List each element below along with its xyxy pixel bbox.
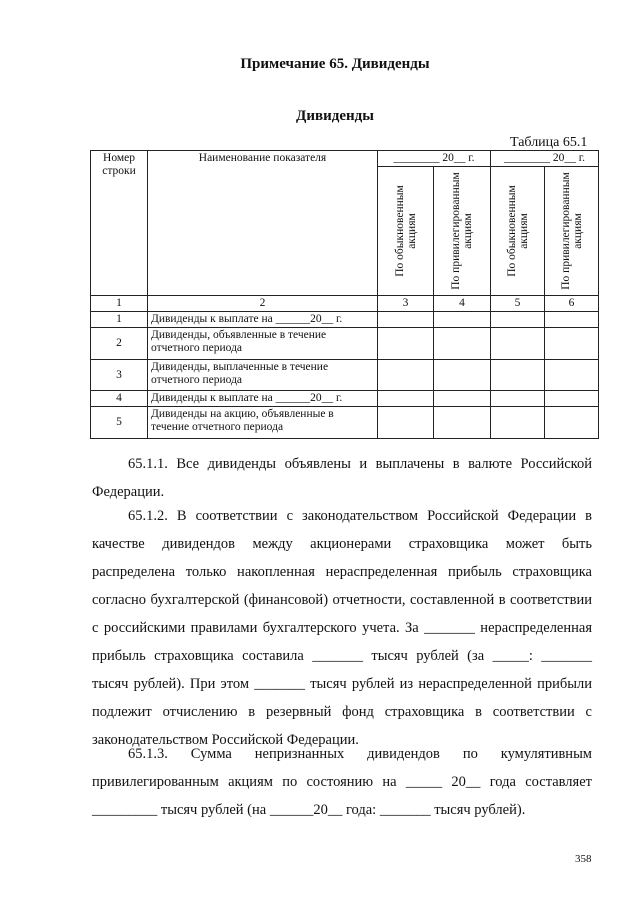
subheader-preferred-1-label: По привилегированным акциям [450, 172, 474, 290]
header-year-1: ________ 20__ г. [378, 151, 491, 167]
cell [434, 312, 491, 328]
paragraph-65-1-2: 65.1.2. В соответствии с законодательством Российской Федерации в качестве дивидендов между акционерами страховщика может быть распределена только накопленная нераспределенная прибыль страховщика согласно бухгалтерской (финансовой) отчетности, составленной в соответствии с российскими правилами бухгалтерского учета. За _______ нераспределенная прибыль страховщика составила _______ тысяч рублей (за _____: _______ тысяч рублей). При этом _______ тысяч рублей из нераспределенной прибыли подлежит отчислению в резервный фонд страховщика в соответствии с законодательством Российской Федерации. [92, 508, 592, 748]
cell [545, 312, 599, 328]
table-caption: Таблица 65.1 [510, 135, 588, 150]
cell [378, 360, 434, 391]
cell [434, 391, 491, 407]
cell [434, 328, 491, 360]
col-number: 3 [378, 296, 434, 312]
table-header-row [91, 151, 599, 167]
cell [434, 360, 491, 391]
row-number: 4 [91, 391, 148, 407]
note-title: Примечание 65. Дивиденды [240, 56, 430, 72]
row-name: Дивиденды, выплаченные в течение отчетного периода [148, 360, 378, 391]
subheader-common-2 [491, 167, 545, 296]
row-number: 2 [91, 328, 148, 360]
cell [378, 328, 434, 360]
row-number: 3 [91, 360, 148, 391]
cell [545, 360, 599, 391]
paragraph-65-1-1: 65.1.1. Все дивиденды объявлены и выплачены в валюте Российской Федерации. [92, 456, 592, 500]
subheader-common-2-label: По обыкновенным акциям [505, 185, 530, 277]
subheader-preferred-2-label: По привилегированным акциям [559, 172, 584, 290]
cell [378, 391, 434, 407]
col-number: 5 [491, 296, 545, 312]
table-row [91, 360, 599, 391]
table-row [91, 407, 599, 439]
row-number: 5 [91, 407, 148, 439]
cell [491, 391, 545, 407]
cell [378, 407, 434, 439]
table-row [91, 312, 599, 328]
subheader-preferred-1 [434, 167, 491, 296]
cell [434, 407, 491, 439]
cell [545, 407, 599, 439]
subheader-common-1 [378, 167, 434, 296]
col-number: 1 [91, 296, 148, 312]
cell [491, 407, 545, 439]
cell [491, 360, 545, 391]
subheader-preferred-2 [545, 167, 599, 296]
col-number: 6 [545, 296, 599, 312]
header-indicator-name: Наименование показателя [148, 151, 378, 296]
table-row [91, 391, 599, 407]
header-year-2: ________ 20__ г. [491, 151, 599, 167]
subheader-common-1-label: По обыкновенным акциям [393, 185, 418, 277]
cell [491, 328, 545, 360]
table-title: Дивиденды [296, 108, 374, 124]
cell [545, 391, 599, 407]
dividends-table [90, 150, 599, 439]
col-number: 2 [148, 296, 378, 312]
row-name: Дивиденды к выплате на ______20__ г. [148, 312, 378, 328]
table-row [91, 328, 599, 360]
paragraph-65-1-3: 65.1.3. Сумма непризнанных дивидендов по кумулятивным привилегированным акциям по состоянию на _____ 20__ года составляет _________ тысяч рублей (на ______20__ года: _______ тысяч рублей). [92, 746, 592, 818]
cell [378, 312, 434, 328]
column-numbers-row [91, 296, 599, 312]
row-number: 1 [91, 312, 148, 328]
row-name: Дивиденды, объявленные в течение отчетного периода [148, 328, 378, 360]
page-number: 358 [575, 853, 592, 865]
header-row-number: Номер строки [91, 151, 148, 296]
row-name: Дивиденды к выплате на ______20__ г. [148, 391, 378, 407]
col-number: 4 [434, 296, 491, 312]
cell [545, 328, 599, 360]
row-name: Дивиденды на акцию, объявленные в течение отчетного периода [148, 407, 378, 439]
cell [491, 312, 545, 328]
